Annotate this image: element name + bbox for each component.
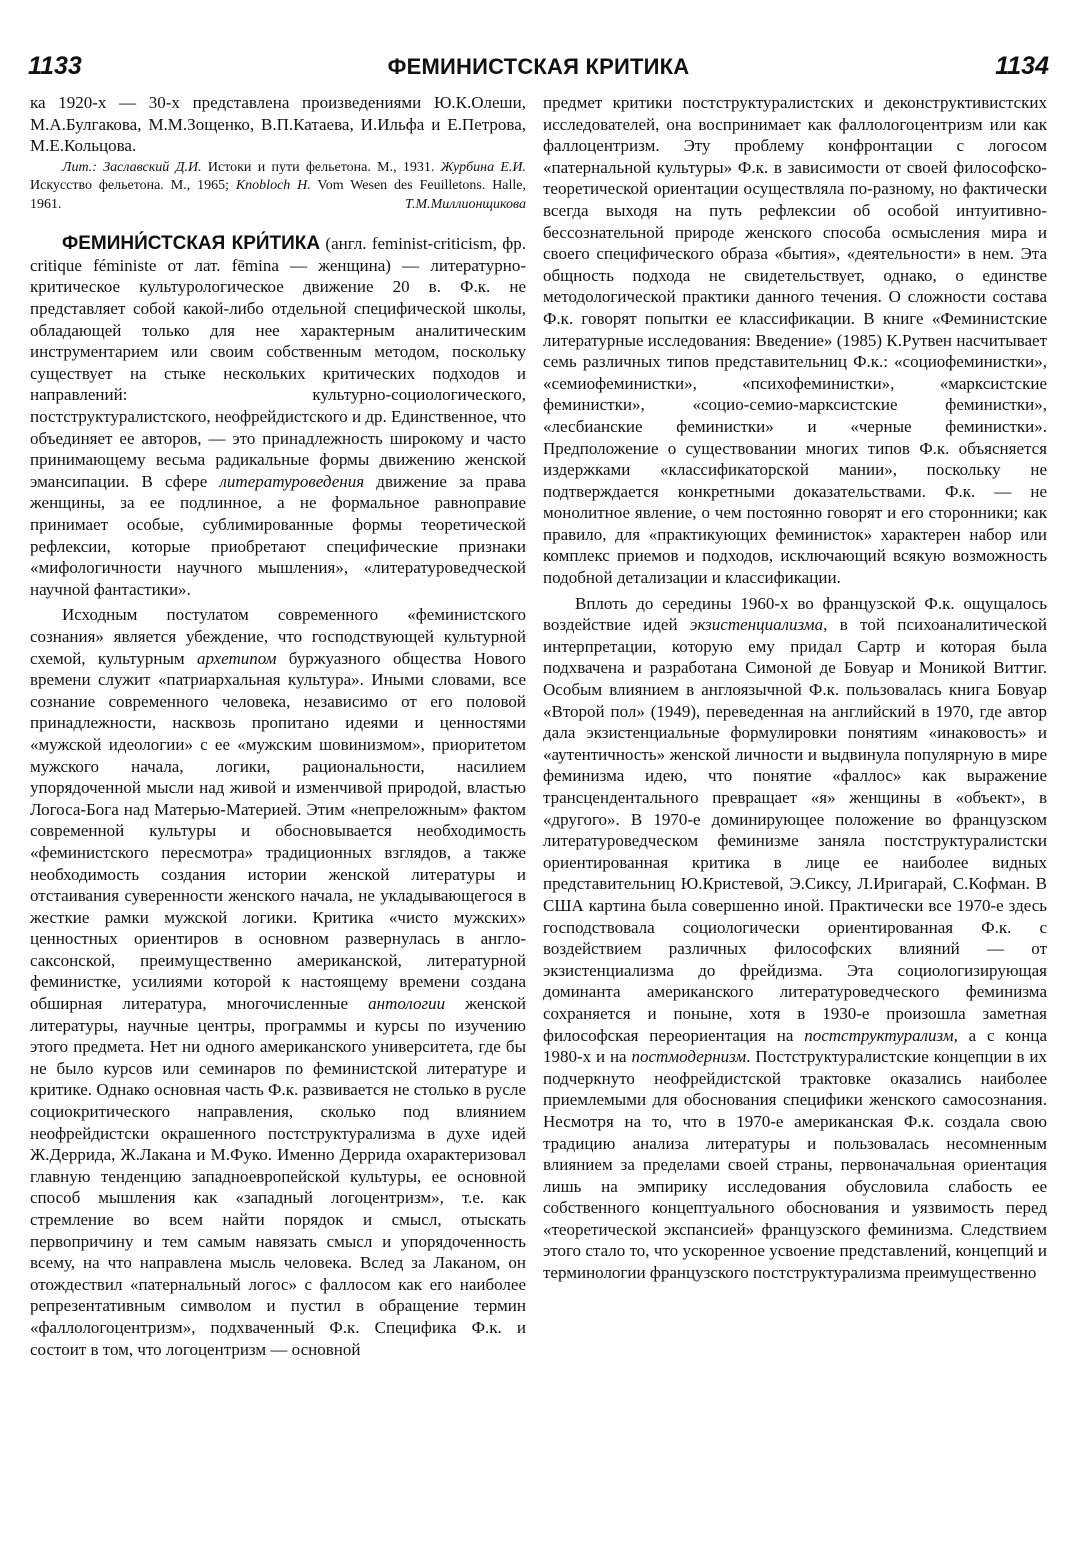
- cross-reference: постмодернизм: [631, 1047, 747, 1067]
- cross-reference: постструктурализм: [804, 1025, 954, 1045]
- paragraph-text: , в той психоаналитической интерпретации, которую ему придал Сартр и которая была подхвачена и разработана Симоной де Бовуар и Моникой Виттиг. Особым влиянием в англоязычной Ф.к. пользовалась книга Бовуар «Второй пол» (1949), переведенная на английский в 1970, где автор дала экзистенциальные формулировки понятиям «инаковость» и «аутентичность» женской личности и выдвинула популярную в мире феминизма идею, что понятие «фаллос» как выражение трансцендентального превращает «я» женщины в «объект», в «другого». В 1970-е доминирующее положение во французском литературоведческом феминизме заняла постструктуралистски ориентированная критика в лице ее наиболее видных представительниц Ю.Кристевой, Э.Сиксу, Л.Иригарай, С.Кофман. В США картина была совершенно иной. Практически все 1970-е здесь господствовала социологически ориентированная Ф.к. с воздействием различных философских влияний — от экзистенциализма до фрейдизма. Эта социологизирующая доминанта американского литературоведческого феминизма сохраняется и поныне, хотя в 1930-е произошла заметная философская переориентация на: [543, 615, 1047, 1045]
- right-column: [543, 92, 1047, 1284]
- entry-headword: ФЕМИНИ́СТСКАЯ КРИ́ТИКА: [62, 233, 321, 255]
- page-number-right: 1134: [995, 52, 1049, 80]
- lit-author: Журбина Е.И.: [440, 159, 527, 175]
- cross-reference: литературоведения: [219, 471, 365, 491]
- lit-author: Knobloch H.: [235, 178, 311, 194]
- paragraph-text: , а с конца 1980-х и на: [543, 1025, 1047, 1067]
- lit-text: Vom Wesen des Feuilletons. Halle, 1961.: [30, 178, 527, 212]
- paragraph-text: движение за права женщины, за ее подлинное, а не формальное равноправие принимает особые, сублимированные формы теоретической рефлексии, которые приобретают специфические признаки «мифологичности научного мышления», «литературоведческой научной фантастики».: [30, 471, 526, 599]
- entry-paragraph: [30, 233, 526, 600]
- lit-text: Искусство фельетона. М., 1965;: [30, 178, 236, 194]
- paragraph: предмет критики постструктуралистских и деконструктивистских исследователей, она воспринимает как фаллологоцентризм или как фаллоцентризм. Эту проблему конфронтации с логосом «патернальной культуры» Ф.к. в зависимости от своей философско-теоретической ориентации осуществляла по-разному, но фактически всегда выходя на путь рефлексии об особой интуитивно-бессознательной природе женского способа осмысления мира и своего специфического образа «бытия», «деятельности» в нем. Эта общность подхода не свидетельствует, однако, о единстве методологической практики данного течения. О сложности состава Ф.к. говорят попытки ее классификации. В книге «Феминистские литературные исследования: Введение» (1985) К.Рутвен насчитывает семь различных типов представительниц Ф.к.: «социофеминистки», «семиофеминистки», «психофеминистки», «марксистские феминистки», «социо-семио-марксистские феминистки», «лесбианские феминистки» и «черные феминистки». Предположение о существовании многих типов Ф.к. объясняется издержками «классификаторской мании», поскольку не подтверждается конкретными доказательствами. Ф.к. — не монолитное явление, о чем постоянно говорят и его сторонники; как правило, для «практикующих феминисток» характерен набор или комплекс приемов и подходов, исключающий всякую возможность подобной детализации и классификации.: [543, 93, 1047, 588]
- cross-reference: экзистенциализма: [689, 615, 824, 635]
- paragraph-text: женской литературы, научные центры, программы и курсы по изучению этого предмета. Нет ни одного американского университета, где бы не было курсов или семинаров по феминистской литературе и критике. Однако основная часть Ф.к. развивается не столько в русле социокритического направления, сколько под влиянием неофрейдистски окрашенного постструктурализма в духе идей Ж.Деррида, Ж.Лакана и М.Фуко. Именно Деррида охарактеризовал главную тенденцию западноевропейской культуры, ее основной способ мышления как «западный логоцентризм», т.е. как стремление во всем найти порядок и смысл, отыскать первопричину и тем самым навязать смысл и упорядоченность всему, на что направлена мысль человека. Вслед за Лаканом, он отождествил «патернальный логос» с фаллосом как его наиболее репрезентативным символом и пустил в обращение термин «фаллологоцентризм», подхваченный Ф.к. Специфика Ф.к. и состоит в том, что логоцентризм — основной: [30, 994, 526, 1359]
- paragraph-text: Исходным постулатом современного «феминистского сознания» является убеждение, что господствующей культурной схемой, культурным: [30, 605, 526, 668]
- page-header: [28, 52, 1049, 86]
- paragraph-text: Вплоть до середины 1960-х во французской Ф.к. ощущалось воздействие идей: [543, 593, 1047, 635]
- page-number-left: 1133: [28, 52, 82, 80]
- cross-reference: антологии: [368, 994, 446, 1014]
- article-author-signature: Т.М.Миллионщикова: [405, 196, 526, 212]
- paragraph: [543, 593, 1047, 1284]
- lit-author: Заславский Д.И.: [103, 159, 202, 175]
- cross-reference: архетипом: [196, 648, 277, 668]
- literature-references: [30, 159, 526, 215]
- paragraph-text: . Постструктуралистские концепции в их подчеркнуто неофрейдистской трактовке оказались наиболее приемлемыми для обоснования специфики женского самосознания. Несмотря на то, что в 1970-е американская Ф.к. создала свою традицию анализа литературы и пользовалась несомненным влиянием за пределами своей страны, первоначальная ориентация лишь на эмпирику исследования обусловила слабость ее собственного концептуального обоснования и уязвимость перед «теоретической экспансией» французского феминизма. Следствием этого стало то, что ускоренное усвоение представлений, концепций и терминологии французского постструктурализма преимущественно: [543, 1047, 1047, 1283]
- lit-text: Истоки и пути фельетона. М., 1931.: [201, 159, 441, 175]
- left-column: [30, 92, 526, 1360]
- paragraph-text: буржуазного общества Нового времени служит «патриархальная культура». Иными словами, все сознание современного человека, независимо от его половой принадлежности, насквозь пропитано идеями и ценностями «мужской идеологии» с ее «мужским шовинизмом», приоритетом мужского начала, логики, рациональности, насилием упорядоченной мысли над живой и изменчивой природой, властью Логоса-Бога над Матерью-Материей. Этим «непреложным» фактом современной культуры и обосновывается необходимость «феминистского пересмотра» традиционных взглядов, а также необходимость создания истории женской литературы и отстаивания суверенности женского начала, не укладывающегося в жесткие рамки мужской логики. Критика «чисто мужских» ценностных ориентиров в основном развернулась в англо-саксонской, преимущественно американской, литературной феминистке, усилиями которой к настоящему времени создана обширная литература, многочисленные: [30, 648, 526, 1014]
- lit-label: Лит.:: [62, 159, 97, 175]
- paragraph: [30, 604, 526, 1360]
- running-title: ФЕМИНИСТСКАЯ КРИТИКА: [387, 54, 690, 79]
- previous-entry-tail: ка 1920-х — 30-х представлена произведениями Ю.К.Олеши, М.А.Булгакова, М.М.Зощенко, В.П.Катаева, И.Ильфа и Е.Петрова, М.Е.Кольцова.: [30, 93, 526, 156]
- paragraph-text: (англ. feminist-criticism, фр. critique féministe от лат. fēmina — женщина) — литературно-критическое культурологическое движение 20 в. Ф.к. не представляет собой какой-либо отдельной специфической школы, обладающей только для нее характерным аналитическим инструментарием или своим собственным методом, поскольку существует на стыке нескольких критических подходов и направлений: культурно-социологического, постструктуралистского, неофрейдистского и др. Единственное, что объединяет ее авторов, — это принадлежность широкому и часто принимающему весьма радикальные формы движению женской эмансипации. В сфере: [30, 234, 526, 491]
